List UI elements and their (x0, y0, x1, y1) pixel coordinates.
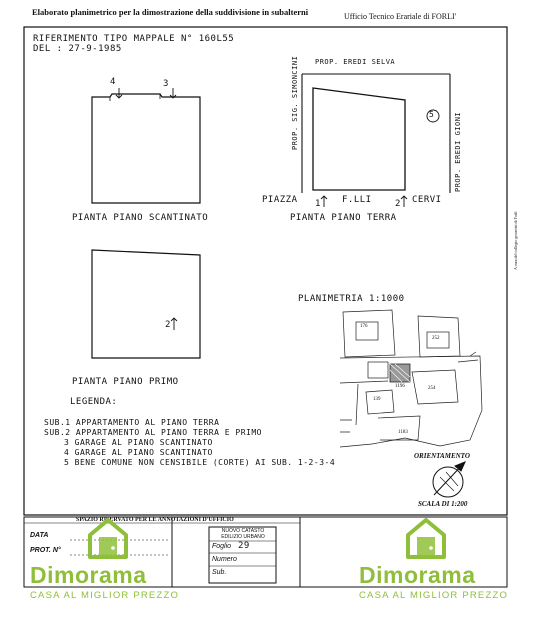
parcel-1196: 1196 (395, 384, 405, 389)
parcel-1183: 1183 (398, 430, 408, 435)
label-eredi-selva: PROP. EREDI SELVA (315, 58, 396, 66)
street-piazza: PIAZZA (262, 195, 298, 205)
numero-label: Numero (212, 556, 237, 563)
reference-line-2: DEL : 27-9-1985 (33, 44, 122, 54)
watermark-tagline: CASA AL MIGLIOR PREZZO (30, 590, 180, 601)
marker-2: 2 (395, 199, 401, 209)
label-simoncini: PROP. SIG. SIMONCINI (291, 55, 299, 150)
ground-floor-lot (302, 74, 450, 193)
first-floor-outline (92, 250, 200, 358)
legend-item: 5 BENE COMUNE NON CENSIBILE (CORTE) AI SUB. 1-2-3-4 (64, 458, 336, 467)
legend-item: 4 GARAGE AL PIANO SCANTINATO (64, 448, 213, 457)
parcel-252: 252 (432, 336, 440, 341)
street-flli: F.LLI (342, 195, 372, 205)
prot-label: PROT. N° (30, 547, 61, 554)
parcel-139: 139 (373, 397, 381, 402)
first-plan-title: PIANTA PIANO PRIMO (72, 377, 179, 387)
legend-title: LEGENDA: (70, 397, 118, 407)
watermark-tagline: CASA AL MIGLIOR PREZZO (359, 590, 509, 601)
marker-4: 4 (110, 77, 116, 87)
basement-plan-title: PIANTA PIANO SCANTINATO (72, 213, 209, 223)
legend-item: 3 GARAGE AL PIANO SCANTINATO (64, 438, 213, 447)
label-eredi-gioni: PROP. EREDI GIONI (454, 111, 462, 192)
orientation-compass (433, 462, 465, 497)
circled-5-label: 5 (429, 110, 435, 119)
street-cervi: CERVI (412, 195, 442, 205)
parcel-176: 176 (360, 324, 368, 329)
sub-label: Sub. (212, 569, 227, 576)
foglio-value: 29 (238, 541, 250, 551)
office-name: Ufficio Tecnico Erariale di FORLI' (344, 12, 457, 21)
scale-label: SCALA DI 1:200 (418, 500, 468, 508)
legend-item: SUB.2 APPARTAMENTO AL PIANO TERRA E PRIMO (44, 428, 262, 437)
marker-2-first: 2 (165, 320, 171, 330)
basement-plan-outline (92, 94, 200, 203)
house-logo-icon (402, 513, 450, 561)
ground-plan-title: PIANTA PIANO TERRA (290, 213, 397, 223)
catasto-box-title: NUOVO CATASTO EDILIZIO URBANO (221, 528, 265, 540)
side-note: A cura del collegio geometri di Forlì (513, 211, 518, 270)
foglio-label: Foglio (212, 543, 232, 550)
data-label: DATA (30, 532, 49, 539)
reference-line-1: RIFERIMENTO TIPO MAPPALE N° 160L55 (33, 34, 235, 44)
marker-3: 3 (163, 79, 169, 89)
planimetria-title: PLANIMETRIA 1:1000 (298, 294, 405, 304)
marker-1: 1 (315, 199, 321, 209)
house-logo-icon (84, 513, 132, 561)
legend-item: SUB.1 APPARTAMENTO AL PIANO TERRA (44, 418, 220, 427)
planimetria-map (340, 310, 482, 447)
legend-list (44, 418, 335, 468)
ground-floor-building (313, 88, 405, 190)
first-floor-arrow (171, 318, 177, 330)
watermark-brand: Dimorama (359, 562, 476, 588)
watermark-brand: Dimorama (30, 562, 147, 588)
reserved-space-label: SPAZIO RISERVATO PER LE ANNOTAZIONI D'UFFICIO (76, 517, 234, 523)
parcel-254: 254 (428, 386, 436, 391)
document-title: Elaborato planimetrico per la dimostrazione della suddivisione in subalterni (32, 7, 309, 17)
orientation-label: ORIENTAMENTO (414, 452, 470, 460)
